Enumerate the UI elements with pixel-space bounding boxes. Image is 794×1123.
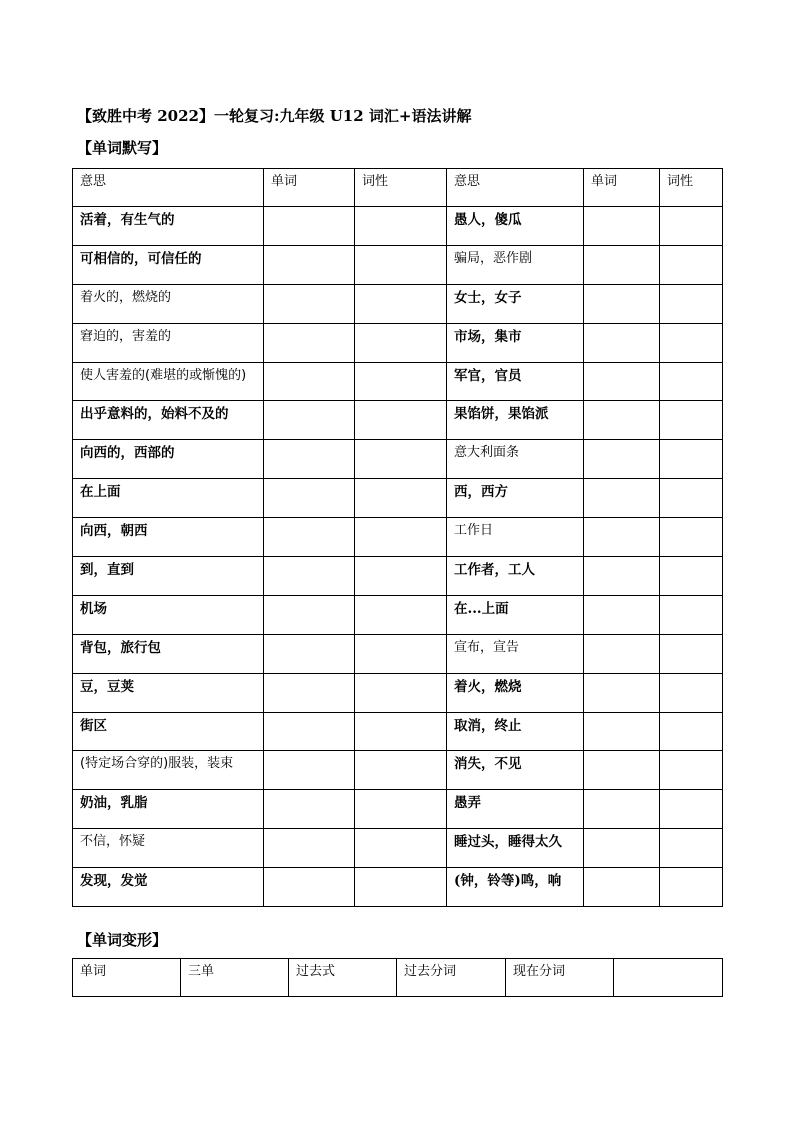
- part-of-speech-answer-cell[interactable]: [660, 557, 723, 596]
- meaning-cell: 睡过头，睡得太久: [447, 829, 584, 868]
- meaning-cell: 工作日: [447, 518, 584, 557]
- meaning-cell: (钟，铃等)鸣，响: [447, 868, 584, 907]
- table-row: [73, 712, 723, 751]
- word-answer-cell[interactable]: [264, 868, 355, 907]
- part-of-speech-answer-cell[interactable]: [660, 634, 723, 673]
- meaning-cell: 使人害羞的(难堪的或惭愧的): [73, 362, 264, 401]
- part-of-speech-answer-cell[interactable]: [355, 207, 447, 246]
- part-of-speech-answer-cell[interactable]: [355, 245, 447, 284]
- word-answer-cell[interactable]: [584, 595, 660, 634]
- word-answer-cell[interactable]: [264, 401, 355, 440]
- part-of-speech-answer-cell[interactable]: [660, 207, 723, 246]
- word-answer-cell[interactable]: [584, 634, 660, 673]
- table-row: [73, 595, 723, 634]
- meaning-cell: 背包，旅行包: [73, 634, 264, 673]
- word-answer-cell[interactable]: [584, 790, 660, 829]
- header-cell-present-participle: 现在分词: [506, 959, 614, 997]
- word-answer-cell[interactable]: [584, 712, 660, 751]
- vocabulary-dictation-table: [72, 168, 723, 907]
- word-answer-cell[interactable]: [584, 829, 660, 868]
- part-of-speech-answer-cell[interactable]: [355, 557, 447, 596]
- word-answer-cell[interactable]: [264, 440, 355, 479]
- part-of-speech-answer-cell[interactable]: [660, 790, 723, 829]
- table-row: [73, 245, 723, 284]
- table-header-row: [73, 169, 723, 207]
- meaning-cell: 愚弄: [447, 790, 584, 829]
- table-row: [73, 790, 723, 829]
- meaning-cell: 消失，不见: [447, 751, 584, 790]
- meaning-cell: 愚人，傻瓜: [447, 207, 584, 246]
- part-of-speech-answer-cell[interactable]: [660, 518, 723, 557]
- header-cell-third-person-singular: 三单: [181, 959, 289, 997]
- table-row: [73, 362, 723, 401]
- part-of-speech-answer-cell[interactable]: [355, 440, 447, 479]
- part-of-speech-answer-cell[interactable]: [355, 868, 447, 907]
- word-answer-cell[interactable]: [584, 751, 660, 790]
- meaning-cell: 取消，终止: [447, 712, 584, 751]
- word-answer-cell[interactable]: [264, 595, 355, 634]
- part-of-speech-answer-cell[interactable]: [660, 479, 723, 518]
- meaning-cell: 西，西方: [447, 479, 584, 518]
- part-of-speech-answer-cell[interactable]: [660, 245, 723, 284]
- document-title: 【致胜中考 2022】一轮复习:九年级 U12 词汇+语法讲解: [77, 107, 472, 125]
- meaning-cell: 果馅饼，果馅派: [447, 401, 584, 440]
- table-row: [73, 868, 723, 907]
- part-of-speech-answer-cell[interactable]: [355, 518, 447, 557]
- word-answer-cell[interactable]: [264, 479, 355, 518]
- table-row: [73, 479, 723, 518]
- word-answer-cell[interactable]: [584, 207, 660, 246]
- word-answer-cell[interactable]: [264, 518, 355, 557]
- word-answer-cell[interactable]: [584, 284, 660, 323]
- meaning-cell: 可相信的，可信任的: [73, 245, 264, 284]
- table-row: [73, 440, 723, 479]
- header-cell-word: 单词: [264, 169, 355, 207]
- word-answer-cell[interactable]: [584, 518, 660, 557]
- word-forms-table: [72, 958, 723, 997]
- part-of-speech-answer-cell[interactable]: [355, 284, 447, 323]
- word-answer-cell[interactable]: [264, 673, 355, 712]
- word-answer-cell[interactable]: [264, 323, 355, 362]
- part-of-speech-answer-cell[interactable]: [355, 362, 447, 401]
- meaning-cell: 窘迫的，害羞的: [73, 323, 264, 362]
- word-answer-cell[interactable]: [584, 868, 660, 907]
- part-of-speech-answer-cell[interactable]: [660, 323, 723, 362]
- meaning-cell: 工作者，工人: [447, 557, 584, 596]
- word-answer-cell[interactable]: [264, 557, 355, 596]
- meaning-cell: 豆，豆荚: [73, 673, 264, 712]
- word-answer-cell[interactable]: [584, 362, 660, 401]
- meaning-cell: 女士，女子: [447, 284, 584, 323]
- table-row: [73, 751, 723, 790]
- word-answer-cell[interactable]: [584, 245, 660, 284]
- table-row: [73, 634, 723, 673]
- header-cell-word: 单词: [73, 959, 181, 997]
- header-cell-meaning: 意思: [447, 169, 584, 207]
- meaning-cell: 机场: [73, 595, 264, 634]
- table-row: [73, 829, 723, 868]
- part-of-speech-answer-cell[interactable]: [660, 751, 723, 790]
- meaning-cell: 奶油，乳脂: [73, 790, 264, 829]
- word-answer-cell[interactable]: [264, 362, 355, 401]
- part-of-speech-answer-cell[interactable]: [355, 829, 447, 868]
- word-answer-cell[interactable]: [584, 479, 660, 518]
- meaning-cell: 在上面: [73, 479, 264, 518]
- meaning-cell: 市场，集市: [447, 323, 584, 362]
- meaning-cell: 向西的，西部的: [73, 440, 264, 479]
- word-answer-cell[interactable]: [264, 790, 355, 829]
- meaning-cell: 到，直到: [73, 557, 264, 596]
- word-answer-cell[interactable]: [584, 323, 660, 362]
- word-answer-cell[interactable]: [584, 557, 660, 596]
- part-of-speech-answer-cell[interactable]: [660, 829, 723, 868]
- section-heading-word-forms: 【单词变形】: [77, 931, 168, 949]
- part-of-speech-answer-cell[interactable]: [660, 673, 723, 712]
- header-cell-blank: [614, 959, 723, 997]
- part-of-speech-answer-cell[interactable]: [355, 673, 447, 712]
- meaning-cell: 宣布，宣告: [447, 634, 584, 673]
- table-row: [73, 401, 723, 440]
- word-answer-cell[interactable]: [264, 712, 355, 751]
- part-of-speech-answer-cell[interactable]: [660, 868, 723, 907]
- word-answer-cell[interactable]: [584, 401, 660, 440]
- table-row: [73, 673, 723, 712]
- meaning-cell: 发现，发觉: [73, 868, 264, 907]
- word-answer-cell[interactable]: [584, 673, 660, 712]
- meaning-cell: 意大利面条: [447, 440, 584, 479]
- part-of-speech-answer-cell[interactable]: [355, 479, 447, 518]
- part-of-speech-answer-cell[interactable]: [660, 712, 723, 751]
- word-answer-cell[interactable]: [264, 634, 355, 673]
- meaning-cell: 活着，有生气的: [73, 207, 264, 246]
- word-answer-cell[interactable]: [264, 207, 355, 246]
- part-of-speech-answer-cell[interactable]: [355, 751, 447, 790]
- part-of-speech-answer-cell[interactable]: [660, 362, 723, 401]
- word-answer-cell[interactable]: [584, 440, 660, 479]
- table-header-row: [73, 959, 723, 997]
- word-answer-cell[interactable]: [264, 829, 355, 868]
- table-row: [73, 557, 723, 596]
- meaning-cell: 着火，燃烧: [447, 673, 584, 712]
- part-of-speech-answer-cell[interactable]: [355, 634, 447, 673]
- header-cell-meaning: 意思: [73, 169, 264, 207]
- header-cell-word: 单词: [584, 169, 660, 207]
- meaning-cell: (特定场合穿的)服装，装束: [73, 751, 264, 790]
- header-cell-part-of-speech: 词性: [660, 169, 723, 207]
- word-answer-cell[interactable]: [264, 245, 355, 284]
- table-row: [73, 284, 723, 323]
- part-of-speech-answer-cell[interactable]: [660, 595, 723, 634]
- word-answer-cell[interactable]: [264, 284, 355, 323]
- meaning-cell: 不信，怀疑: [73, 829, 264, 868]
- meaning-cell: 在...上面: [447, 595, 584, 634]
- part-of-speech-answer-cell[interactable]: [660, 440, 723, 479]
- meaning-cell: 街区: [73, 712, 264, 751]
- part-of-speech-answer-cell[interactable]: [355, 790, 447, 829]
- meaning-cell: 着火的，燃烧的: [73, 284, 264, 323]
- part-of-speech-answer-cell[interactable]: [660, 284, 723, 323]
- meaning-cell: 军官，官员: [447, 362, 584, 401]
- meaning-cell: 骗局，恶作剧: [447, 245, 584, 284]
- table-row: [73, 207, 723, 246]
- meaning-cell: 出乎意料的，始料不及的: [73, 401, 264, 440]
- part-of-speech-answer-cell[interactable]: [355, 401, 447, 440]
- header-cell-past-tense: 过去式: [289, 959, 397, 997]
- table-row: [73, 323, 723, 362]
- word-answer-cell[interactable]: [264, 751, 355, 790]
- part-of-speech-answer-cell[interactable]: [355, 712, 447, 751]
- part-of-speech-answer-cell[interactable]: [660, 401, 723, 440]
- part-of-speech-answer-cell[interactable]: [355, 595, 447, 634]
- meaning-cell: 向西，朝西: [73, 518, 264, 557]
- table-row: [73, 518, 723, 557]
- header-cell-part-of-speech: 词性: [355, 169, 447, 207]
- section-heading-vocabulary-dictation: 【单词默写】: [77, 139, 168, 157]
- header-cell-past-participle: 过去分词: [397, 959, 506, 997]
- part-of-speech-answer-cell[interactable]: [355, 323, 447, 362]
